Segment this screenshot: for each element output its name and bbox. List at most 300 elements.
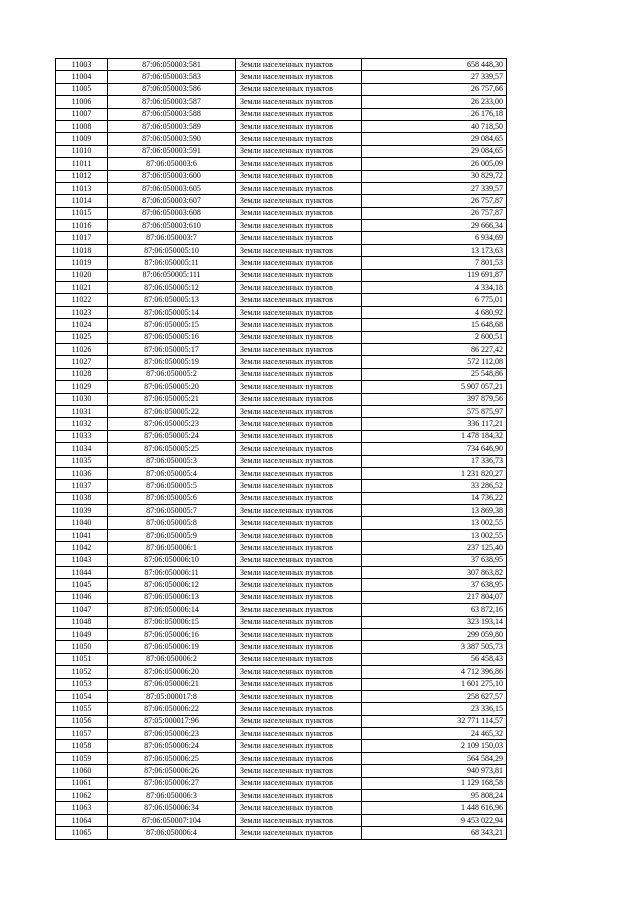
cadastral-value-cell: 575 875,97 [362,405,507,417]
table-body [56,59,507,840]
cadastral-number-cell: 87:06:050003:588 [108,108,236,120]
row-number-cell: 11015 [56,207,108,219]
table-row [56,554,507,566]
cadastral-value-cell: 32 771 114,57 [362,715,507,727]
table-row [56,653,507,665]
table-row [56,195,507,207]
row-number-cell: 11031 [56,405,108,417]
land-category-cell: Земли населенных пунктов [236,542,362,554]
cadastral-value-cell: 63 872,16 [362,604,507,616]
land-category-cell: Земли населенных пунктов [236,232,362,244]
cadastral-value-cell: 26 233,00 [362,96,507,108]
cadastral-value-cell: 26 757,66 [362,83,507,95]
cadastral-value-cell: 30 829,72 [362,170,507,182]
row-number-cell: 11044 [56,567,108,579]
table-row [56,170,507,182]
cadastral-value-cell: 95 808,24 [362,790,507,802]
table-row [56,467,507,479]
land-category-cell: Земли населенных пунктов [236,517,362,529]
row-number-cell: 11049 [56,628,108,640]
table-row [56,814,507,826]
land-category-cell: Земли населенных пунктов [236,257,362,269]
cadastral-number-cell: 87:06:050006:19 [108,641,236,653]
cadastral-number-cell: 87:06:050005:5 [108,480,236,492]
cadastral-value-cell: 564 584,29 [362,752,507,764]
land-category-cell: Земли населенных пунктов [236,678,362,690]
land-category-cell: Земли населенных пунктов [236,405,362,417]
land-category-cell: Земли населенных пунктов [236,220,362,232]
land-category-cell: Земли населенных пунктов [236,554,362,566]
row-number-cell: 11055 [56,703,108,715]
cadastral-number-cell: 87:06:050005:11 [108,257,236,269]
row-number-cell: 11013 [56,182,108,194]
cadastral-value-cell: 336 117,21 [362,418,507,430]
row-number-cell: 11011 [56,158,108,170]
cadastral-number-cell: 87:06:050003:586 [108,83,236,95]
cadastral-value-cell: 13 869,38 [362,505,507,517]
row-number-cell: 11064 [56,814,108,826]
land-category-cell: Земли населенных пунктов [236,244,362,256]
cadastral-number-cell: 87:06:050005:111 [108,269,236,281]
cadastral-value-cell: 13 002,55 [362,517,507,529]
cadastral-value-cell: 7 801,53 [362,257,507,269]
row-number-cell: 11065 [56,827,108,839]
table-row [56,83,507,95]
cadastral-number-cell: 87:06:050006:11 [108,567,236,579]
cadastral-value-cell: 37 638,95 [362,579,507,591]
cadastral-number-cell: 87:06:050006:2 [108,653,236,665]
table-row [56,343,507,355]
row-number-cell: 11028 [56,368,108,380]
cadastral-value-cell: 13 002,55 [362,529,507,541]
cadastral-value-cell: 5 907 057,21 [362,381,507,393]
row-number-cell: 11019 [56,257,108,269]
cadastral-number-cell: 87:06:050007:104 [108,814,236,826]
cadastral-value-cell: 9 453 022,94 [362,814,507,826]
row-number-cell: 11032 [56,418,108,430]
land-category-cell: Земли населенных пунктов [236,393,362,405]
land-category-cell: Земли населенных пунктов [236,145,362,157]
row-number-cell: 11047 [56,604,108,616]
row-number-cell: 11012 [56,170,108,182]
table-row [56,542,507,554]
cadastral-value-cell: 26 005,09 [362,158,507,170]
cadastral-value-cell: 6 934,69 [362,232,507,244]
table-row [56,59,507,71]
row-number-cell: 11010 [56,145,108,157]
cadastral-value-cell: 27 339,57 [362,71,507,83]
land-category-cell: Земли населенных пунктов [236,282,362,294]
cadastral-value-cell: 3 387 505,73 [362,641,507,653]
cadastral-number-cell: 87:06:050005:19 [108,356,236,368]
table-row [56,269,507,281]
table-row [56,319,507,331]
cadastral-number-cell: 87:06:050005:7 [108,505,236,517]
land-category-cell: Земли населенных пунктов [236,306,362,318]
cadastral-number-cell: 87:06:050006:34 [108,802,236,814]
land-category-cell: Земли населенных пунктов [236,331,362,343]
row-number-cell: 11061 [56,777,108,789]
cadastral-number-cell: 87:06:050006:16 [108,628,236,640]
cadastral-value-cell: 258 627,57 [362,690,507,702]
row-number-cell: 11014 [56,195,108,207]
row-number-cell: 11058 [56,740,108,752]
table-row [56,443,507,455]
cadastral-number-cell: 87:06:050003:581 [108,59,236,71]
cadastral-number-cell: 87:06:050006:14 [108,604,236,616]
table-row [56,405,507,417]
cadastral-number-cell: 87:06:050005:12 [108,282,236,294]
table-row [56,306,507,318]
cadastral-number-cell: 87:06:050005:13 [108,294,236,306]
cadastral-number-cell: 87:06:050003:608 [108,207,236,219]
row-number-cell: 11063 [56,802,108,814]
land-category-cell: Земли населенных пунктов [236,96,362,108]
land-category-cell: Земли населенных пунктов [236,269,362,281]
cadastral-number-cell: 87:06:050006:22 [108,703,236,715]
land-category-cell: Земли населенных пунктов [236,765,362,777]
cadastral-value-cell: 29 666,34 [362,220,507,232]
table-row [56,802,507,814]
table-row [56,567,507,579]
cadastral-number-cell: 87:06:050006:21 [108,678,236,690]
table-row [56,356,507,368]
cadastral-number-cell: 87:06:050005:16 [108,331,236,343]
row-number-cell: 11008 [56,120,108,132]
cadastral-number-cell: 87:06:050006:12 [108,579,236,591]
land-category-cell: Земли населенных пунктов [236,430,362,442]
cadastral-number-cell: 87:06:050005:3 [108,455,236,467]
land-category-cell: Земли населенных пунктов [236,616,362,628]
row-number-cell: 11057 [56,728,108,740]
row-number-cell: 11036 [56,467,108,479]
table-row [56,331,507,343]
row-number-cell: 11042 [56,542,108,554]
land-category-cell: Земли населенных пунктов [236,170,362,182]
cadastral-number-cell: 87:06:050003:7 [108,232,236,244]
cadastral-number-cell: 87:06:050003:605 [108,182,236,194]
cadastral-value-cell: 1 231 820,27 [362,467,507,479]
row-number-cell: 11054 [56,690,108,702]
land-category-cell: Земли населенных пунктов [236,628,362,640]
cadastral-number-cell: 87:06:050006:1 [108,542,236,554]
cadastral-value-cell: 86 227,42 [362,343,507,355]
table-row [56,480,507,492]
cadastral-number-cell: 87:06:050003:600 [108,170,236,182]
cadastral-number-cell: 87:06:050006:26 [108,765,236,777]
row-number-cell: 11046 [56,591,108,603]
cadastral-number-cell: 87:06:050005:9 [108,529,236,541]
cadastral-number-cell: 87:06:050003:587 [108,96,236,108]
cadastral-value-cell: 4 680,92 [362,306,507,318]
cadastral-number-cell: 87:06:050005:20 [108,381,236,393]
table-row [56,232,507,244]
table-row [56,616,507,628]
land-category-cell: Земли населенных пунктов [236,455,362,467]
row-number-cell: 11020 [56,269,108,281]
cadastral-value-cell: 26 757,87 [362,207,507,219]
cadastral-number-cell: 87:06:050003:610 [108,220,236,232]
table-row [56,492,507,504]
row-number-cell: 11060 [56,765,108,777]
table-row [56,220,507,232]
cadastral-number-cell: 87:06:050006:15 [108,616,236,628]
cadastral-value-cell: 397 879,56 [362,393,507,405]
cadastral-value-cell: 940 973,81 [362,765,507,777]
land-category-cell: Земли населенных пунктов [236,381,362,393]
table-row [56,777,507,789]
table-row [56,505,507,517]
cadastral-value-cell: 4 712 396,86 [362,666,507,678]
row-number-cell: 11045 [56,579,108,591]
cadastral-value-cell: 56 458,43 [362,653,507,665]
cadastral-number-cell: 87:06:050005:6 [108,492,236,504]
cadastral-value-cell: 26 757,87 [362,195,507,207]
row-number-cell: 11027 [56,356,108,368]
row-number-cell: 11023 [56,306,108,318]
table-row [56,715,507,727]
row-number-cell: 11040 [56,517,108,529]
cadastral-number-cell: 87:06:050005:8 [108,517,236,529]
row-number-cell: 11043 [56,554,108,566]
cadastral-number-cell: 87:06:050006:3 [108,790,236,802]
table-row [56,294,507,306]
land-category-cell: Земли населенных пунктов [236,343,362,355]
cadastral-number-cell: 87:05:000017:8 [108,690,236,702]
land-category-cell: Земли населенных пунктов [236,728,362,740]
land-category-cell: Земли населенных пунктов [236,777,362,789]
row-number-cell: 11033 [56,430,108,442]
cadastral-value-cell: 237 125,40 [362,542,507,554]
table-row [56,71,507,83]
row-number-cell: 11051 [56,653,108,665]
table-row [56,418,507,430]
land-category-cell: Земли населенных пунктов [236,653,362,665]
table-row [56,728,507,740]
table-row [56,604,507,616]
cadastral-number-cell: 87:06:050003:6 [108,158,236,170]
cadastral-number-cell: 87:06:050005:22 [108,405,236,417]
row-number-cell: 11004 [56,71,108,83]
cadastral-number-cell: 87:06:050006:10 [108,554,236,566]
table-row [56,244,507,256]
row-number-cell: 11050 [56,641,108,653]
cadastral-number-cell: 87:06:050006:27 [108,777,236,789]
cadastral-value-cell: 1 129 168,58 [362,777,507,789]
cadastral-value-cell: 27 339,57 [362,182,507,194]
land-category-cell: Земли населенных пунктов [236,133,362,145]
row-number-cell: 11035 [56,455,108,467]
cadastral-value-cell: 323 193,14 [362,616,507,628]
land-value-table [55,58,507,840]
cadastral-value-cell: 4 334,18 [362,282,507,294]
cadastral-value-cell: 6 775,01 [362,294,507,306]
row-number-cell: 11062 [56,790,108,802]
cadastral-value-cell: 217 804,07 [362,591,507,603]
land-category-cell: Земли населенных пунктов [236,71,362,83]
row-number-cell: 11009 [56,133,108,145]
cadastral-value-cell: 68 343,21 [362,827,507,839]
cadastral-number-cell: 87:06:050005:14 [108,306,236,318]
row-number-cell: 11018 [56,244,108,256]
land-category-cell: Земли населенных пунктов [236,368,362,380]
row-number-cell: 11003 [56,59,108,71]
table-row [56,133,507,145]
cadastral-value-cell: 24 465,32 [362,728,507,740]
cadastral-value-cell: 25 548,86 [362,368,507,380]
cadastral-number-cell: 87:06:050005:10 [108,244,236,256]
table-row [56,641,507,653]
cadastral-number-cell: 87:06:050003:607 [108,195,236,207]
row-number-cell: 11053 [56,678,108,690]
land-category-cell: Земли населенных пунктов [236,529,362,541]
row-number-cell: 11016 [56,220,108,232]
land-category-cell: Земли населенных пунктов [236,492,362,504]
row-number-cell: 11038 [56,492,108,504]
land-category-cell: Земли населенных пунктов [236,740,362,752]
cadastral-number-cell: 87:06:050005:2 [108,368,236,380]
cadastral-value-cell: 13 173,63 [362,244,507,256]
cadastral-number-cell: 87:05:000017:96 [108,715,236,727]
table-row [56,591,507,603]
cadastral-value-cell: 29 084,65 [362,133,507,145]
cadastral-number-cell: 87:06:050003:583 [108,71,236,83]
table-row [56,678,507,690]
cadastral-number-cell: 87:06:050005:17 [108,343,236,355]
land-category-cell: Земли населенных пунктов [236,108,362,120]
cadastral-value-cell: 1 601 275,10 [362,678,507,690]
row-number-cell: 11022 [56,294,108,306]
table-row [56,158,507,170]
land-category-cell: Земли населенных пунктов [236,418,362,430]
cadastral-value-cell: 1 478 184,32 [362,430,507,442]
table-row [56,182,507,194]
row-number-cell: 11021 [56,282,108,294]
land-category-cell: Земли населенных пунктов [236,356,362,368]
row-number-cell: 11037 [56,480,108,492]
cadastral-number-cell: 87:06:050006:13 [108,591,236,603]
table-row [56,579,507,591]
table-row [56,690,507,702]
table-row [56,257,507,269]
table-row [56,628,507,640]
cadastral-value-cell: 658 448,30 [362,59,507,71]
table-row [56,740,507,752]
cadastral-number-cell: 87:06:050006:25 [108,752,236,764]
cadastral-number-cell: 87:06:050005:15 [108,319,236,331]
table-row [56,282,507,294]
cadastral-value-cell: 14 736,22 [362,492,507,504]
cadastral-value-cell: 37 638,95 [362,554,507,566]
table-row [56,430,507,442]
cadastral-value-cell: 734 646,90 [362,443,507,455]
land-category-cell: Земли населенных пунктов [236,641,362,653]
cadastral-value-cell: 119 691,87 [362,269,507,281]
cadastral-value-cell: 26 176,18 [362,108,507,120]
cadastral-value-cell: 1 448 616,96 [362,802,507,814]
land-category-cell: Земли населенных пунктов [236,715,362,727]
table-row [56,455,507,467]
cadastral-number-cell: 87:06:050006:24 [108,740,236,752]
table-row [56,827,507,839]
land-category-cell: Земли населенных пунктов [236,604,362,616]
cadastral-value-cell: 15 648,68 [362,319,507,331]
land-category-cell: Земли населенных пунктов [236,182,362,194]
land-category-cell: Земли населенных пунктов [236,195,362,207]
table-row [56,529,507,541]
table-row [56,765,507,777]
row-number-cell: 11041 [56,529,108,541]
cadastral-number-cell: 87:06:050005:24 [108,430,236,442]
land-category-cell: Земли населенных пунктов [236,294,362,306]
cadastral-number-cell: 87:06:050005:25 [108,443,236,455]
land-category-cell: Земли населенных пунктов [236,802,362,814]
cadastral-value-cell: 40 718,50 [362,120,507,132]
cadastral-number-cell: 87:06:050003:590 [108,133,236,145]
table-row [56,145,507,157]
cadastral-value-cell: 572 112,08 [362,356,507,368]
land-category-cell: Земли населенных пунктов [236,666,362,678]
table-row [56,666,507,678]
cadastral-value-cell: 33 286,52 [362,480,507,492]
row-number-cell: 11017 [56,232,108,244]
land-category-cell: Земли населенных пунктов [236,703,362,715]
row-number-cell: 11026 [56,343,108,355]
cadastral-value-cell: 2 109 150,03 [362,740,507,752]
cadastral-value-cell: 299 059,80 [362,628,507,640]
row-number-cell: 11059 [56,752,108,764]
cadastral-number-cell: 87:06:050006:4 [108,827,236,839]
land-category-cell: Земли населенных пунктов [236,319,362,331]
row-number-cell: 11052 [56,666,108,678]
cadastral-number-cell: 87:06:050003:591 [108,145,236,157]
land-category-cell: Земли населенных пунктов [236,814,362,826]
land-category-cell: Земли населенных пунктов [236,579,362,591]
cadastral-number-cell: 87:06:050005:21 [108,393,236,405]
land-category-cell: Земли населенных пунктов [236,591,362,603]
row-number-cell: 11029 [56,381,108,393]
table-row [56,120,507,132]
cadastral-value-cell: 29 084,65 [362,145,507,157]
cadastral-number-cell: 87:06:050003:589 [108,120,236,132]
table-row [56,517,507,529]
cadastral-number-cell: 87:06:050006:20 [108,666,236,678]
row-number-cell: 11048 [56,616,108,628]
table-row [56,393,507,405]
row-number-cell: 11039 [56,505,108,517]
land-category-cell: Земли населенных пунктов [236,59,362,71]
row-number-cell: 11025 [56,331,108,343]
table-row [56,703,507,715]
cadastral-value-cell: 307 863,82 [362,567,507,579]
cadastral-number-cell: 87:06:050005:4 [108,467,236,479]
cadastral-number-cell: 87:06:050006:23 [108,728,236,740]
land-category-cell: Земли населенных пунктов [236,83,362,95]
land-category-cell: Земли населенных пунктов [236,443,362,455]
table-row [56,381,507,393]
row-number-cell: 11007 [56,108,108,120]
land-category-cell: Земли населенных пунктов [236,158,362,170]
land-category-cell: Земли населенных пунктов [236,827,362,839]
row-number-cell: 11005 [56,83,108,95]
land-category-cell: Земли населенных пунктов [236,752,362,764]
row-number-cell: 11030 [56,393,108,405]
table-row [56,752,507,764]
row-number-cell: 11056 [56,715,108,727]
table-row [56,790,507,802]
table-row [56,96,507,108]
land-category-cell: Земли населенных пунктов [236,467,362,479]
